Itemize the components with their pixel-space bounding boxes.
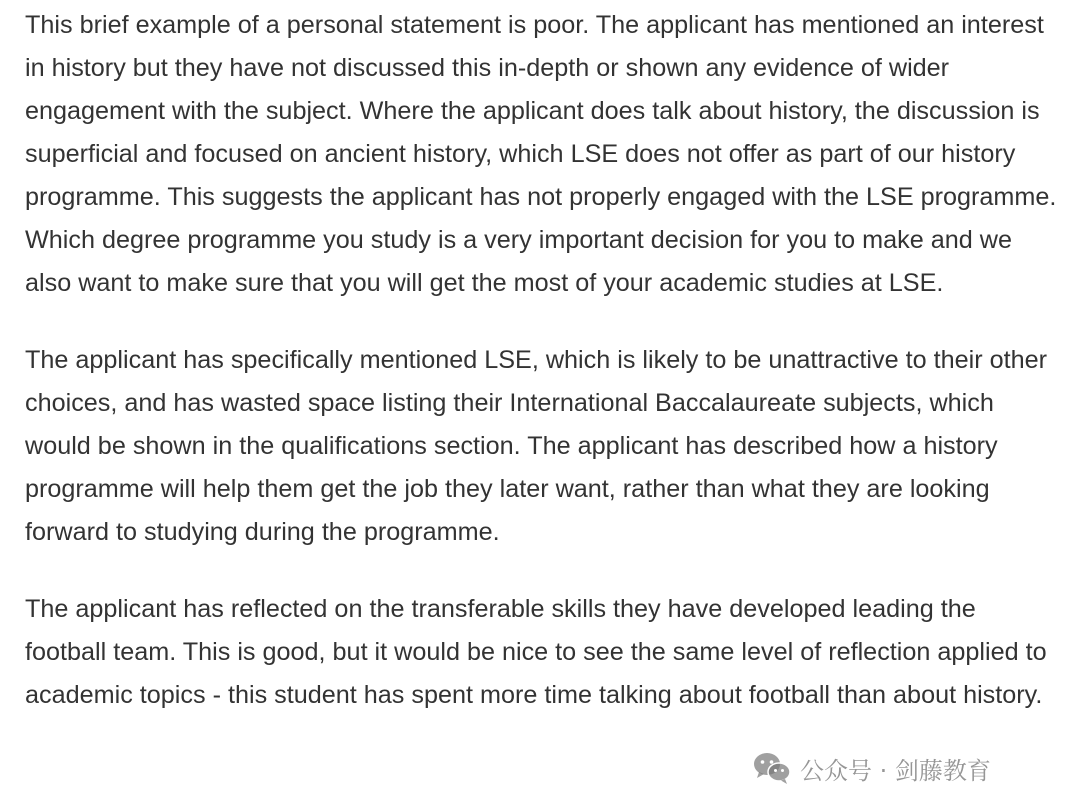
paragraph-2: The applicant has specifically mentioned LSE, which is likely to be unattractive to their other choices, and has wasted space listing their International Baccalaureate subjects, which would be shown in the qualifications section. The applicant has described how a history programme will help them get the job they later want, rather than what they are looking forward to studying during the programme. [25, 346, 1048, 546]
wechat-icon [752, 751, 792, 785]
watermark-text: 公众号 · 剑藤教育 [800, 756, 991, 785]
article-body [25, 4, 1060, 717]
paragraph-3: The applicant has reflected on the transferable skills they have developed leading the football team. This is good, but it would be nice to see the same level of reflection applied to academic topics - this student has spent more time talking about football than about history. [25, 595, 1047, 709]
paragraph-1: This brief example of a personal statement is poor. The applicant has mentioned an interest in history but they have not discussed this in-depth or shown any evidence of wider engagement with the subject. Where the applicant does talk about history, the discussion is superficial and focused on ancient history, which LSE does not offer as part of our history programme. This suggests the applicant has not properly engaged with the LSE programme. Which degree programme you study is a very important decision for you to make and we also want to make sure that you will get the most of your academic studies at LSE. [25, 11, 1057, 297]
watermark [752, 748, 991, 788]
